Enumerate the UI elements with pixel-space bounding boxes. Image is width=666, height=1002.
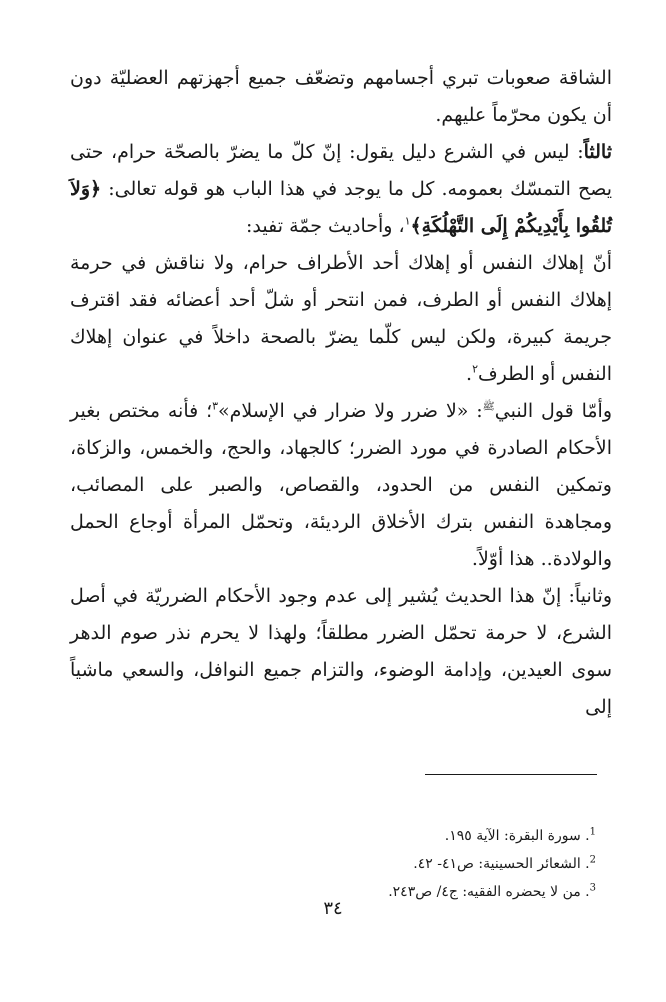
paragraph-2-body: : ليس في الشرع دليل يقول: إنّ كلّ ما يضرّ بالصحّة حرام، حتى يصح التمسّك بعمومه. كل ما يوجد في هذا الباب هو قوله تعالى: <box>70 141 612 200</box>
paragraph-5 <box>70 578 612 726</box>
footnote-ref-3[interactable]: ٣ <box>212 399 219 413</box>
footnote-ref-1[interactable]: ١ <box>404 214 411 228</box>
quran-verse: ﴿وَلاَ تُلقُوا بِأَيْدِيكُمْ إِلَى التَّهْلُكَةِ﴾ <box>70 178 612 237</box>
footnotes <box>150 822 596 906</box>
paragraph-3-text: أنّ إهلاك النفس أو إهلاك أحد الأطراف حرام، ولا نناقش في حرمة إهلاك النفس أو الطرف، فمن انتحر أو شلّ أحد أعضائه فقد اقترف جريمة كبيرة، ولكن ليس كلّما يضرّ بالصحة داخلاً في عنوان إهلاك النفس أو الطرف <box>70 252 612 385</box>
footnote-1-number: 1 <box>589 826 596 838</box>
footnote-3-number: 3 <box>589 882 596 894</box>
footnote-3-text: . من لا يحضره الفقيه: ج٤/ ص٢٤٣. <box>388 884 590 900</box>
paragraph-4-c: ؛ فأنه مختص بغير الأحكام الصادرة في مورد الضرر؛ كالجهاد، والحج، والخمس، والزكاة، وتمكين النفس من الحدود، والقصاص، والصبر على المصائب، ومجاهدة النفس بترك الأخلاق الرديئة، وتحمّل المرأة أوجاع الحمل والولادة.. هذا أوّلاً. <box>70 400 612 570</box>
paragraph-1 <box>70 60 612 134</box>
footnote-ref-2[interactable]: ٢ <box>472 362 478 376</box>
paragraph-5-text: وثانياً: إنّ هذا الحديث يُشير إلى عدم وجود الأحكام الضرريّة في أصل الشرع، لا حرمة تحمّل الضرر مطلقاً؛ ولهذا لا يحرم نذر صوم الدهر سوى العيدين، وإدامة الوضوء، والتزام جميع النوافل، والسعي ماشياً إلى <box>70 585 612 718</box>
paragraph-2 <box>70 134 612 245</box>
paragraph-4-a: وأمّا قول النبي <box>494 400 612 422</box>
main-text <box>70 60 612 726</box>
paragraph-4 <box>70 393 612 578</box>
footnote-2-text: . الشعائر الحسينية: ص٤١- ٤٢. <box>413 856 590 872</box>
footnote-2-number: 2 <box>589 854 596 866</box>
page-number: ٣٤ <box>323 898 343 919</box>
paragraph-4-b: : «لا ضرر ولا ضرار في الإسلام» <box>218 400 483 422</box>
footnote-2 <box>150 850 596 878</box>
paragraph-1-text: الشاقة صعوبات تبري أجسامهم وتضعّف جميع أجهزتهم العضليّة دون أن يكون محرّماً عليهم. <box>70 67 612 126</box>
paragraph-3 <box>70 245 612 393</box>
footnote-separator <box>425 774 597 775</box>
footnote-1-text: . سورة البقرة: الآية ١٩٥. <box>444 828 590 844</box>
paragraph-2-lead: ثالثاً <box>583 141 612 163</box>
paragraph-2-tail: ، وأحاديث جمّة تفيد: <box>246 215 405 237</box>
footnote-1 <box>150 822 596 850</box>
pbuh-glyph: ﷺ <box>482 401 495 413</box>
paragraph-3-end: . <box>466 363 473 385</box>
